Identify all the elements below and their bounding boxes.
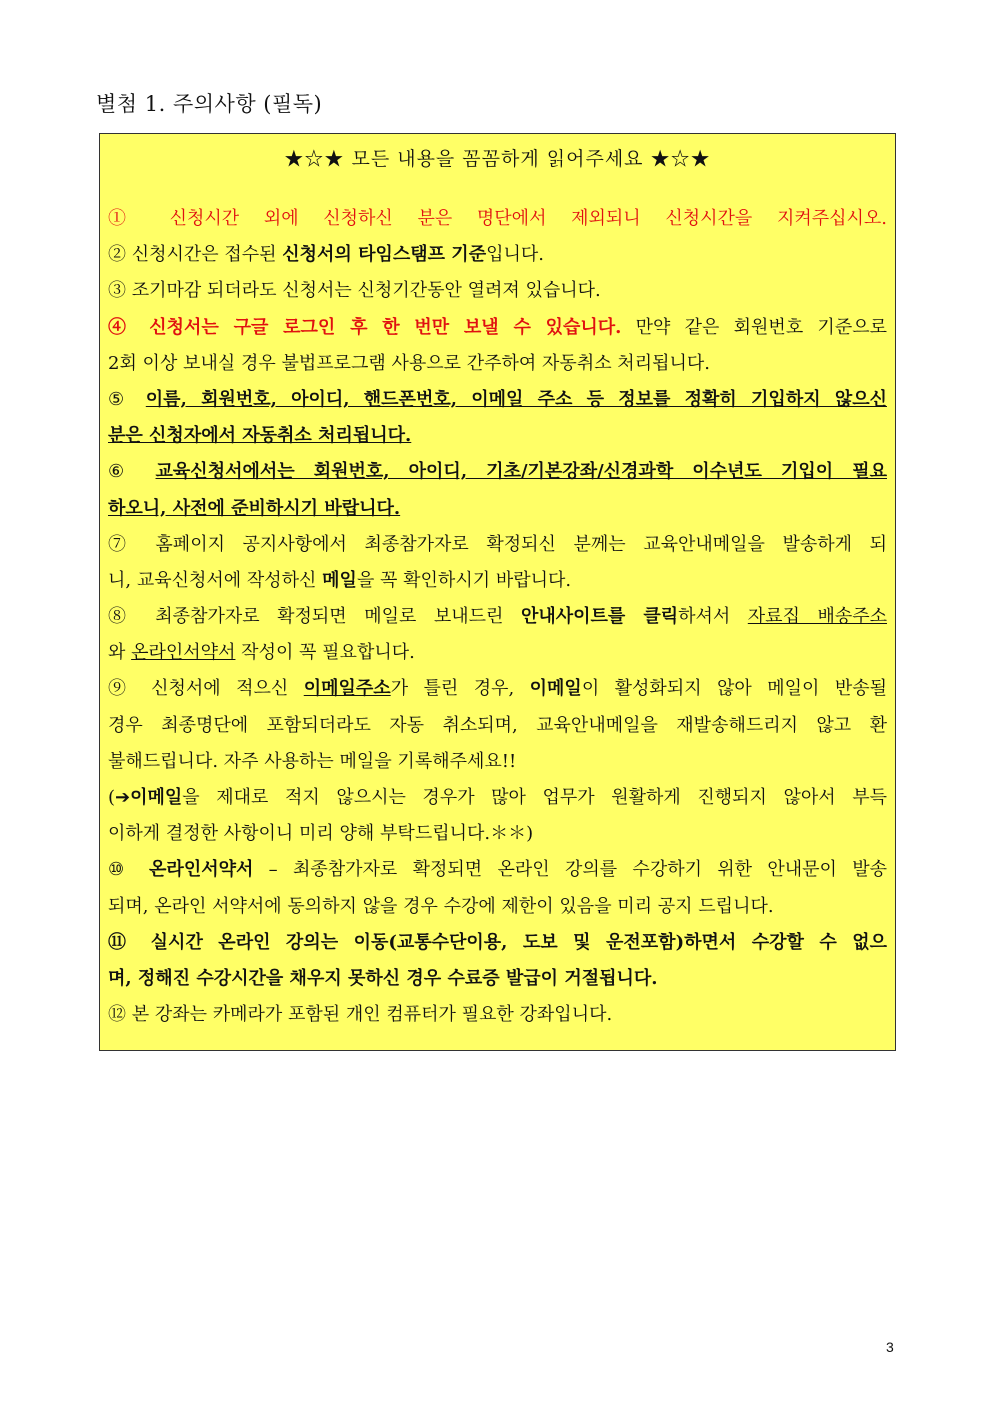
notice-text: 니, 교육신청서에 작성하신: [108, 569, 323, 591]
notice-item-11: [108, 925, 887, 961]
notice-item-11-cont: [108, 961, 887, 997]
notice-emphasis: 이메일: [529, 678, 582, 700]
page-number: 3: [886, 1339, 894, 1355]
notice-underline: 온라인서약서: [131, 642, 236, 664]
notice-emphasis: 교육신청서에서는 회원번호, 아이디, 기초/기본강좌/신경과학 이수년도 기입이 필요: [155, 461, 887, 483]
notice-item-5-cont: [108, 418, 887, 454]
notice-item-7: [108, 527, 887, 563]
notice-item-1: [108, 201, 887, 237]
notice-emphasis: ④ 신청서는 구글 로그인 후 한 번만 보낼 수 있습니다.: [108, 316, 622, 338]
notice-text: 이 활성화되지 않아 메일이 반송될: [581, 678, 887, 700]
notice-item-4-cont: [108, 346, 887, 382]
notice-item-8: [108, 599, 887, 635]
notice-text: ⑦ 홈페이지 공지사항에서 최종참가자로 확정되신 분께는 교육안내메일을 발송하게 되: [108, 533, 887, 555]
notice-text: 이하게 결정한 사항이니 미리 양해 부탁드립니다.＊＊): [108, 823, 534, 845]
notice-text: ⑧ 최종참가자로 확정되면 메일로 보내드린: [108, 606, 521, 628]
page-heading: 별첨 1. 주의사항 (필독): [96, 92, 323, 116]
notice-item-12: [108, 997, 887, 1033]
notice-item-6-cont: [108, 491, 887, 527]
notice-item-4: [108, 310, 887, 346]
notice-emphasis: 하오니, 사전에 준비하시기 바랍니다.: [108, 497, 401, 519]
notice-item-9-cont: [108, 708, 887, 744]
notice-text: ③ 조기마감 되더라도 신청서는 신청기간동안 열려져 있습니다.: [108, 280, 601, 302]
notice-text: 만약 같은 회원번호 기준으로: [621, 316, 887, 338]
notice-emphasis: 이메일: [130, 787, 183, 808]
notice-emphasis: 분은 신청자에서 자동취소 처리됩니다.: [108, 425, 412, 447]
notice-emphasis: 메일: [322, 569, 357, 591]
notice-text: ⑩: [108, 859, 150, 881]
notice-text: 작성이 꼭 필요합니다.: [235, 642, 415, 664]
notice-emphasis: 이메일주소: [303, 678, 391, 700]
notice-text: 불해드립니다. 자주 사용하는 메일을 기록해주세요!!: [108, 750, 517, 772]
notice-text: 경우 최종명단에 포함되더라도 자동 취소되며, 교육안내메일을 재발송해드리지 않고 환: [108, 714, 887, 736]
notice-item-10-cont: [108, 889, 887, 925]
notice-item-10: [108, 852, 887, 888]
notice-aside-cont: [108, 816, 887, 852]
notice-text: – 최종참가자로 확정되면 온라인 강의를 수강하기 위한 안내문이 발송: [253, 859, 887, 881]
notice-text: ② 신청시간은 접수된: [108, 244, 283, 266]
notice-emphasis: 온라인서약서: [149, 859, 254, 881]
notice-text: ⑨ 신청서에 적으신: [108, 678, 304, 700]
notice-emphasis: ⑪ 실시간 온라인 강의는 이동(교통수단이용, 도보 및 운전포함)하면서 수강할 수 없으: [108, 931, 887, 953]
notice-text: 입니다.: [486, 244, 544, 266]
notice-item-8-cont: [108, 635, 887, 671]
notice-item-3: [108, 273, 887, 309]
notice-item-5: [108, 382, 887, 418]
notice-text: ⑫ 본 강좌는 카메라가 포함된 개인 컴퓨터가 필요한 강좌입니다.: [108, 1004, 613, 1026]
arrow-icon: (➔: [108, 787, 131, 808]
notice-box: [99, 133, 896, 1051]
notice-emphasis: 안내사이트를 클릭: [520, 606, 679, 628]
notice-text: 을 제대로 적지 않으시는 경우가 많아 업무가 원활하게 진행되지 않아서 부득: [182, 787, 887, 808]
notice-item-9: [108, 671, 887, 707]
notice-item-9-cont2: [108, 744, 887, 780]
notice-text: 2회 이상 보내실 경우 불법프로그램 사용으로 간주하여 자동취소 처리됩니다.: [108, 352, 710, 374]
notice-text: 하셔서: [678, 606, 748, 628]
notice-text: ⑤: [108, 388, 146, 410]
notice-emphasis: 신청서의 타임스탬프 기준: [282, 244, 487, 266]
notice-item-7-cont: [108, 563, 887, 599]
notice-item-6: [108, 454, 887, 490]
notice-emphasis: 이름, 회원번호, 아이디, 핸드폰번호, 이메일 주소 등 정보를 정확히 기입하지 않으신: [145, 388, 887, 410]
notice-aside: [108, 780, 887, 816]
notice-underline: 자료집 배송주소: [747, 606, 887, 628]
notice-emphasis: 며, 정해진 수강시간을 채우지 못하신 경우 수료증 발급이 거절됩니다.: [108, 967, 658, 989]
notice-item-2: [108, 237, 887, 273]
notice-title: ★☆★ 모든 내용을 꼼꼼하게 읽어주세요 ★☆★: [284, 148, 711, 170]
notice-text: 되며, 온라인 서약서에 동의하지 않을 경우 수강에 제한이 있음을 미리 공지 드립니다.: [108, 895, 774, 917]
notice-text: 와: [108, 642, 132, 664]
notice-text: 가 틀린 경우,: [390, 678, 530, 700]
notice-text: 을 꼭 확인하시기 바랍니다.: [356, 569, 572, 591]
notice-text: ① 신청시간 외에 신청하신 분은 명단에서 제외되니 신청시간을 지켜주십시오.: [108, 208, 887, 229]
notice-text: ⑥: [108, 461, 156, 483]
